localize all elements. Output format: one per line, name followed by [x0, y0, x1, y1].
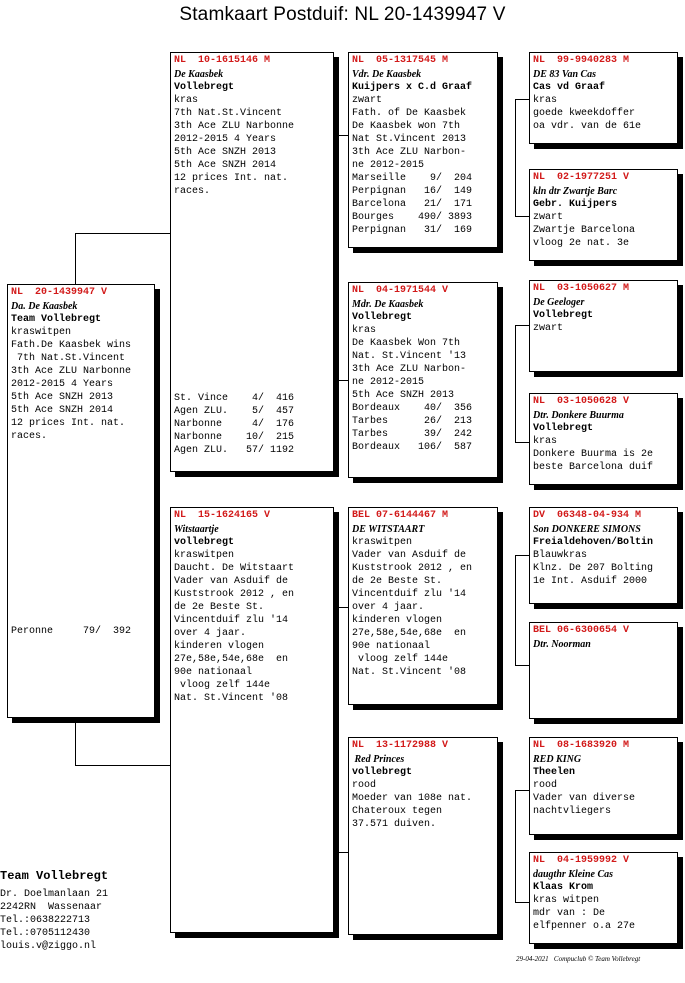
pigeon-name: daugthr Kleine Cas [533, 869, 614, 880]
text-line: 90e nationaal [174, 667, 253, 678]
sire-sire-card[interactable] [348, 52, 498, 248]
connector-sd [515, 325, 516, 442]
subject-card[interactable] [7, 284, 155, 718]
text-line: 5th Ace SNZH 2013 [352, 390, 455, 401]
text-line: kras [533, 95, 558, 106]
text-line: Vincentduif zlu '14 [174, 615, 289, 626]
sds-card[interactable] [529, 280, 678, 372]
owner-block [0, 868, 108, 953]
text-line: 5th Ace SNZH 2014 [174, 160, 277, 171]
text-line: 3th Ace ZLU Narbonne [11, 366, 132, 377]
ring-number: NL 13-1172988 V [352, 740, 449, 751]
text-line: vloog zelf 144e [352, 654, 449, 665]
text-line: kras [352, 325, 377, 336]
pigeon-name: De Geeloger [533, 297, 585, 308]
connector-sd [515, 442, 530, 443]
info-lines [352, 536, 494, 679]
connector-ds [515, 555, 516, 665]
text-line: louis.v@ziggo.nl [0, 941, 97, 952]
text-line: Perpignan 16/ 149 [352, 186, 473, 197]
text-line: 7th Nat.St.Vincent [11, 353, 126, 364]
text-line: 5th Ace SNZH 2013 [174, 147, 277, 158]
text-line: 90e nationaal [352, 641, 431, 652]
info-lines [533, 94, 674, 133]
text-line: Zwartje Barcelona [533, 225, 636, 236]
text-line: Fath. of De Kaasbek [352, 108, 467, 119]
pigeon-name: Vdr. De Kaasbek [352, 69, 422, 80]
results [11, 625, 151, 638]
text-line: Narbonne 10/ 215 [174, 432, 295, 443]
page-title: Stamkaart Postduif: NL 20-1439947 V [179, 4, 506, 25]
text-line: Chateroux tegen [352, 806, 443, 817]
text-line: nachtvliegers [533, 806, 612, 817]
text-line: ne 2012-2015 [352, 377, 425, 388]
text-line: Nat. St.Vincent '13 [352, 351, 467, 362]
breeder: Freialdehoven/Boltin [533, 537, 654, 548]
info-lines [11, 326, 151, 443]
text-line: goede kweekdoffer [533, 108, 636, 119]
text-line: Daucht. De Witstaart [174, 563, 295, 574]
text-line: Fath.De Kaasbek wins [11, 340, 132, 351]
text-line: De Kaasbek won 7th [352, 121, 461, 132]
text-line: Kuststrook 2012 , en [174, 589, 295, 600]
info-lines [533, 894, 674, 933]
connector-dam [334, 607, 349, 608]
connector-subject [75, 233, 76, 285]
breeder: Vollebregt [352, 312, 413, 323]
pigeon-name: Witstaartje [174, 524, 219, 535]
text-line: over 4 jaar. [174, 628, 247, 639]
dam-dam-card[interactable] [348, 737, 498, 935]
info-lines [352, 779, 494, 831]
breeder: vollebregt [174, 537, 235, 548]
connector-sire [334, 380, 349, 381]
text-line: rood [352, 780, 377, 791]
breeder: Vollebregt [174, 82, 235, 93]
text-line: vloog zelf 144e [174, 680, 271, 691]
footer-note: 29-04-2021 Compuclub © Team Vollebregt [516, 955, 641, 963]
breeder: Vollebregt [533, 310, 594, 321]
info-lines [174, 94, 330, 198]
text-line: Kuststrook 2012 , en [352, 563, 473, 574]
connector-sire [334, 135, 335, 380]
text-line: 5th Ace SNZH 2013 [11, 392, 114, 403]
text-line: Agen ZLU. 5/ 457 [174, 406, 295, 417]
text-line: Bourges 490/ 3893 [352, 212, 473, 223]
text-line: oa vdr. van de 61e [533, 121, 642, 132]
ring-number: NL 02-1977251 V [533, 172, 630, 183]
connector-ds [515, 555, 530, 556]
text-line: mdr van : De [533, 908, 606, 919]
text-line: 2012-2015 4 Years [174, 134, 277, 145]
ring-number: NL 08-1683920 M [533, 740, 630, 751]
breeder: Team Vollebregt [11, 314, 102, 325]
text-line: Agen ZLU. 57/ 1192 [174, 445, 295, 456]
sire-card[interactable] [170, 52, 334, 472]
ssd-card[interactable] [529, 169, 678, 261]
text-line: 12 prices Int. nat. [174, 173, 289, 184]
ring-number: NL 04-1971544 V [352, 285, 449, 296]
text-line: 3th Ace ZLU Narbonne [174, 121, 295, 132]
text-line: Marseille 9/ 204 [352, 173, 473, 184]
connector-ss [515, 99, 530, 100]
text-line: Moeder van 108e nat. [352, 793, 473, 804]
info-lines [352, 94, 494, 237]
text-line: 3th Ace ZLU Narbon- [352, 147, 467, 158]
pigeon-name: Dtr. Noorman [533, 639, 591, 650]
breeder: Vollebregt [533, 423, 594, 434]
text-line: rood [533, 780, 558, 791]
breeder: Klaas Krom [533, 882, 594, 893]
text-line: kraswitpen [11, 327, 72, 338]
text-line: Blauwkras [533, 550, 588, 561]
text-line: Nat. St.Vincent '08 [352, 667, 467, 678]
text-line: races. [174, 186, 211, 197]
info-lines [533, 211, 674, 250]
text-line: Donkere Buurma is 2e [533, 449, 654, 460]
text-line: elfpenner o.a 27e [533, 921, 636, 932]
text-line: zwart [533, 323, 564, 334]
text-line: St. Vince 4/ 416 [174, 393, 295, 404]
text-line: kras [533, 436, 558, 447]
text-line: kras [174, 95, 199, 106]
dss-card[interactable] [529, 507, 678, 604]
connector-dam [334, 852, 349, 853]
info-lines [533, 322, 674, 335]
text-line: Klnz. De 207 Bolting [533, 563, 654, 574]
text-line: kraswitpen [352, 537, 413, 548]
connector-subject [75, 233, 172, 234]
connector-dd [515, 790, 516, 902]
connector-subject [75, 717, 76, 765]
dds-card[interactable] [529, 737, 678, 835]
text-line: 3th Ace ZLU Narbon- [352, 364, 467, 375]
text-line: 27e,58e,54e,68e en [352, 628, 467, 639]
ring-number: NL 99-9940283 M [533, 55, 630, 66]
pigeon-name: Son DONKERE SIMONS [533, 524, 641, 535]
text-line: 1e Int. Asduif 2000 [533, 576, 648, 587]
pigeon-name: Dtr. Donkere Buurma [533, 410, 624, 421]
breeder: Kuijpers x C.d Graaf [352, 82, 473, 93]
text-line: Vader van diverse [533, 793, 636, 804]
dsd-card[interactable] [529, 622, 678, 719]
owner-address [0, 888, 108, 953]
pigeon-name: DE 83 Van Cas [533, 69, 597, 80]
text-line: de 2e Beste St. [174, 602, 265, 613]
ring-number: NL 20-1439947 V [11, 287, 108, 298]
text-line: Barcelona 21/ 171 [352, 199, 473, 210]
connector-dd [515, 790, 530, 791]
connector-ds [515, 665, 530, 666]
info-lines [533, 435, 674, 474]
text-line: Vincentduif zlu '14 [352, 589, 467, 600]
text-line: Tel.:0705112430 [0, 928, 91, 939]
text-line: 5th Ace SNZH 2014 [11, 405, 114, 416]
text-line: Vader van Asduif de [174, 576, 289, 587]
pigeon-name: Red Princes [352, 754, 405, 765]
owner-name: Team Vollebregt [0, 869, 109, 883]
connector-subject [75, 765, 172, 766]
text-line: beste Barcelona duif [533, 462, 654, 473]
ring-number: NL 04-1959992 V [533, 855, 630, 866]
pigeon-name: DE WITSTAART [352, 524, 425, 535]
sire-dam-card[interactable] [348, 282, 498, 478]
text-line: Peronne 79/ 392 [11, 626, 132, 637]
ring-number: NL 03-1050628 V [533, 396, 630, 407]
dam-card[interactable] [170, 507, 334, 933]
pigeon-name: Da. De Kaasbek [11, 301, 78, 312]
text-line: Bordeaux 40/ 356 [352, 403, 473, 414]
text-line: Dr. Doelmanlaan 21 [0, 889, 109, 900]
breeder: vollebregt [352, 767, 413, 778]
connector-dam [334, 607, 335, 852]
connector-ss [515, 99, 516, 216]
pigeon-name: De Kaasbek [174, 69, 224, 80]
text-line: Tel.:0638222713 [0, 915, 91, 926]
breeder: Gebr. Kuijpers [533, 199, 618, 210]
ring-number: NL 15-1624165 V [174, 510, 271, 521]
text-line: 37.571 duiven. [352, 819, 437, 830]
text-line: kinderen vlogen [352, 615, 443, 626]
info-lines [174, 549, 330, 705]
text-line: Vader van Asduif de [352, 550, 467, 561]
connector-sire [334, 135, 349, 136]
dam-sire-card[interactable] [348, 507, 498, 705]
results [174, 392, 330, 457]
text-line: 2012-2015 4 Years [11, 379, 114, 390]
text-line: Tarbes 26/ 213 [352, 416, 473, 427]
text-line: 7th Nat.St.Vincent [174, 108, 283, 119]
text-line: races. [11, 431, 48, 442]
connector-ss [515, 216, 530, 217]
sdd-card[interactable] [529, 393, 678, 485]
text-line: zwart [533, 212, 564, 223]
connector-sd [515, 325, 530, 326]
pigeon-name: Mdr. De Kaasbek [352, 299, 424, 310]
text-line: zwart [352, 95, 383, 106]
text-line: de 2e Beste St. [352, 576, 443, 587]
text-line: kinderen vlogen [174, 641, 265, 652]
text-line: Nat St.Vincent 2013 [352, 134, 467, 145]
text-line: Nat. St.Vincent '08 [174, 693, 289, 704]
text-line: kras witpen [533, 895, 600, 906]
ddd-card[interactable] [529, 852, 678, 944]
text-line: Narbonne 4/ 176 [174, 419, 295, 430]
ring-number: NL 10-1615146 M [174, 55, 271, 66]
pigeon-name: RED KING [533, 754, 582, 765]
text-line: 27e,58e,54e,68e en [174, 654, 289, 665]
text-line: Bordeaux 106/ 587 [352, 442, 473, 453]
ring-number: NL 05-1317545 M [352, 55, 449, 66]
text-line: kraswitpen [174, 550, 235, 561]
info-lines [533, 779, 674, 818]
ring-number: DV 06348-04-934 M [533, 510, 642, 521]
text-line: 2242RN Wassenaar [0, 902, 103, 913]
ring-number: BEL 06-6300654 V [533, 625, 630, 636]
pigeon-name: kln dtr Zwartje Barc [533, 186, 618, 197]
info-lines [533, 549, 674, 588]
breeder: Cas vd Graaf [533, 82, 606, 93]
text-line: vloog 2e nat. 3e [533, 238, 630, 249]
text-line: De Kaasbek Won 7th [352, 338, 461, 349]
breeder: Theelen [533, 767, 576, 778]
info-lines [352, 324, 494, 454]
ring-number: NL 03-1050627 M [533, 283, 630, 294]
text-line: ne 2012-2015 [352, 160, 425, 171]
text-line: Perpignan 31/ 169 [352, 225, 473, 236]
text-line: 12 prices Int. nat. [11, 418, 126, 429]
ring-number: BEL 07-6144467 M [352, 510, 449, 521]
text-line: Tarbes 39/ 242 [352, 429, 473, 440]
sss-card[interactable] [529, 52, 678, 144]
text-line: over 4 jaar. [352, 602, 425, 613]
connector-dd [515, 902, 530, 903]
